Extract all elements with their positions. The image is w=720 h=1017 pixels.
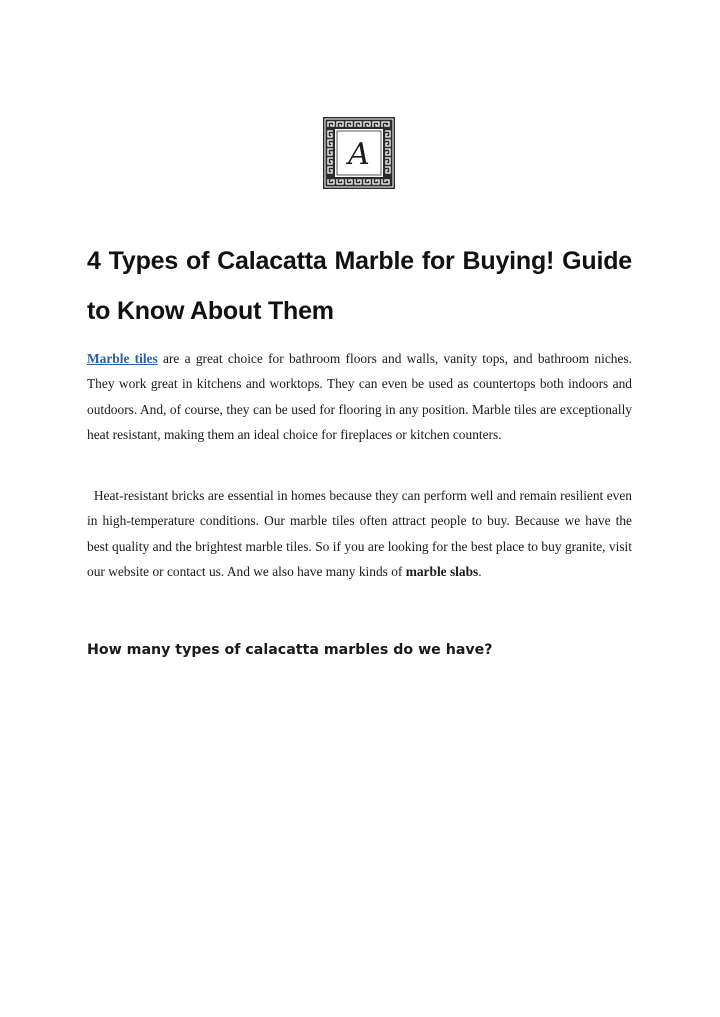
- marble-tiles-link[interactable]: Marble tiles: [87, 351, 158, 366]
- paragraph-1-text: are a great choice for bathroom floors and walls, vanity tops, and bathroom niches. They work great in kitchens and worktops. They can even be used as countertops both indoors and outdoors. And, of course, they can be used for flooring in any position. Marble tiles are exceptionally heat resistant, making them an ideal choice for fireplaces or kitchen counters.: [87, 351, 632, 442]
- paragraph-2-end: .: [478, 563, 482, 579]
- marble-slabs-text: marble slabs: [405, 563, 479, 579]
- document-title: 4 Types of Calacatta Marble for Buying! Guide to Know About Them: [87, 247, 632, 325]
- paragraph-2: [87, 483, 632, 584]
- logo: [323, 117, 395, 189]
- logo-monogram: A: [348, 137, 370, 172]
- greek-key-frame-icon: [323, 117, 395, 189]
- paragraph-1: [87, 346, 632, 447]
- section-subheading: How many types of calacatta marbles do we have?: [87, 642, 493, 658]
- paragraph-2-text: Heat-resistant bricks are essential in homes because they can perform well and remain resilient even in high-temperature conditions. Our marble tiles often attract people to buy. Because we have the best quality and the brightest marble tiles. So if you are looking for the best place to buy granite, visit our website or contact us. And we also have many kinds of: [87, 488, 632, 579]
